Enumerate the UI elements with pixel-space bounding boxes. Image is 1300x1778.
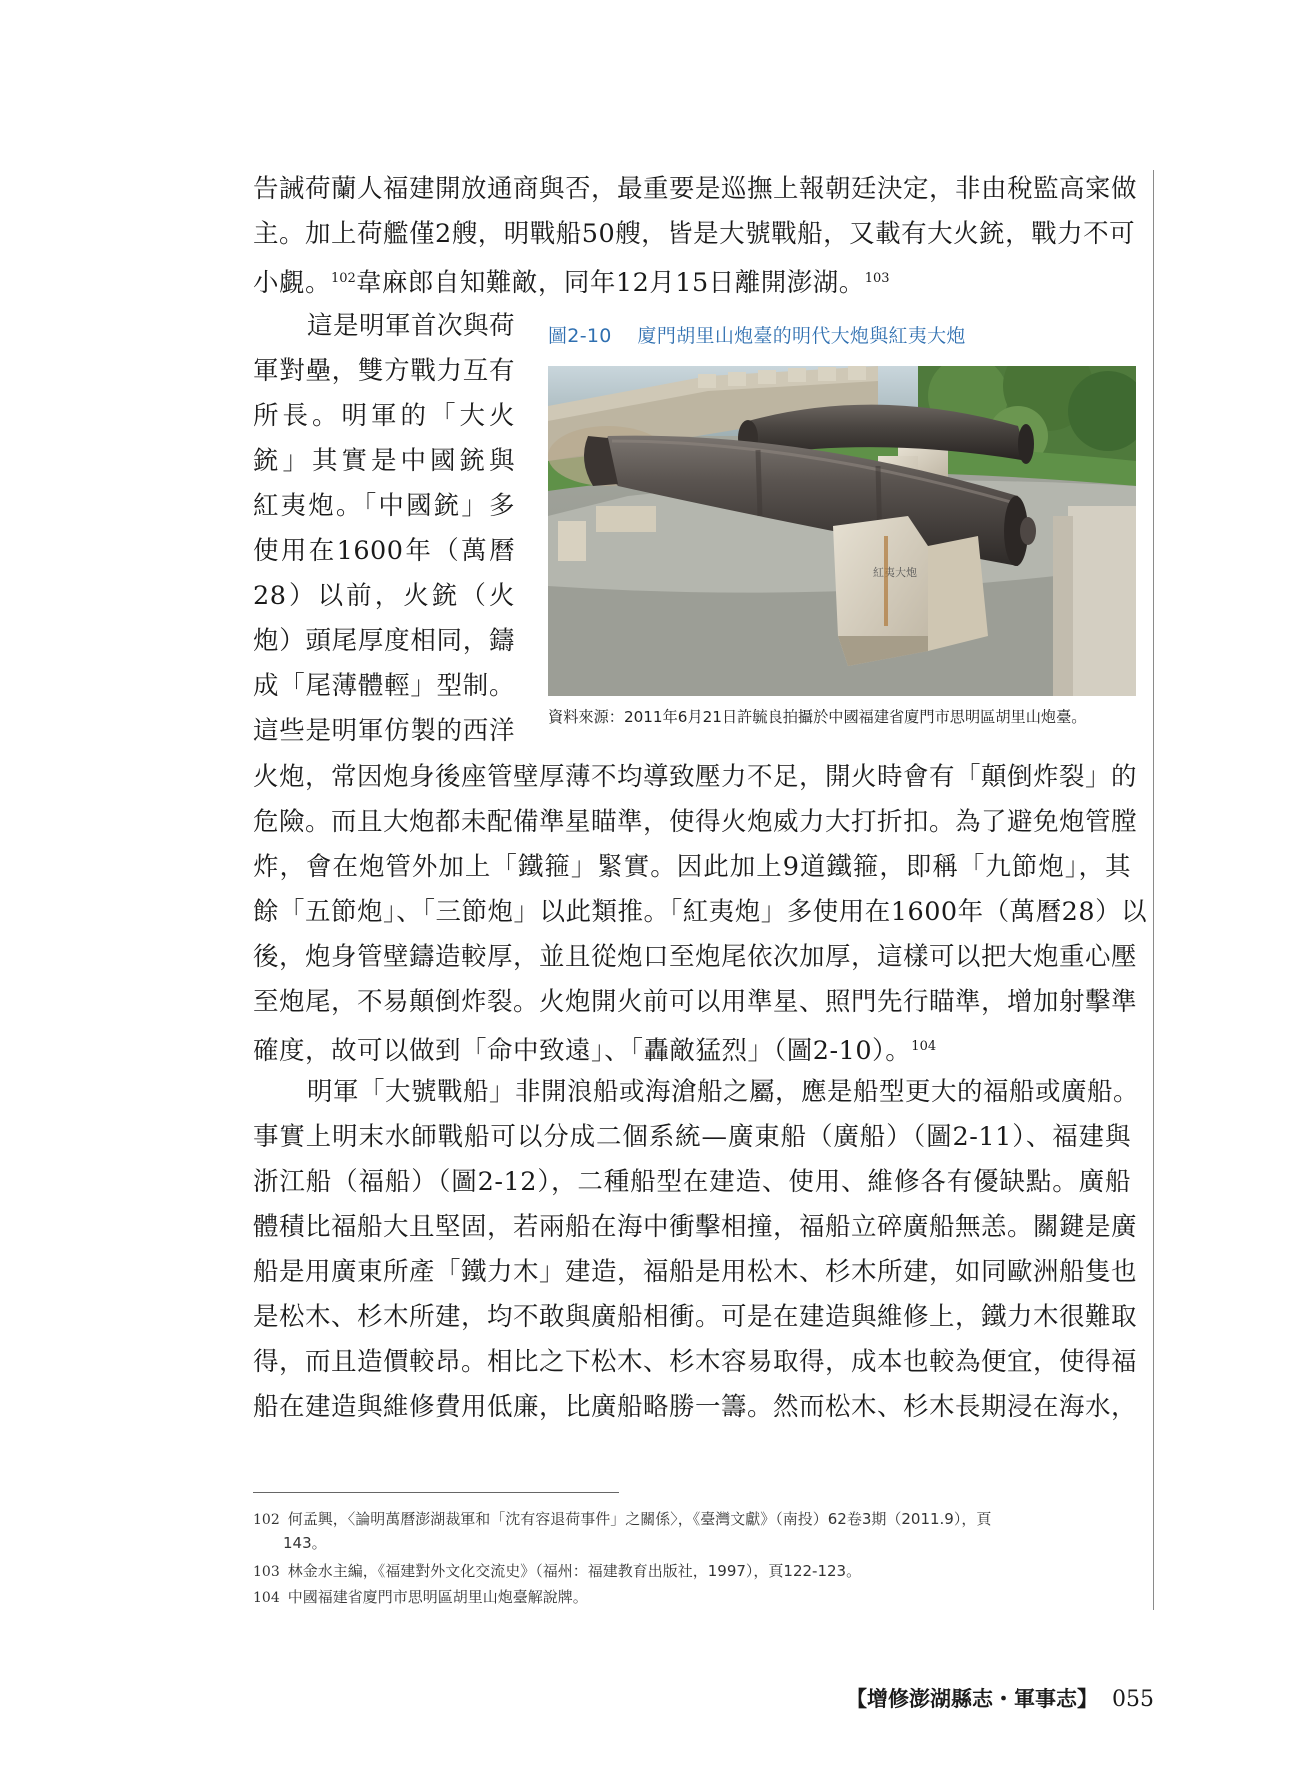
footnote-rule xyxy=(253,1492,619,1493)
body-line: 這是明軍首次與荷 xyxy=(307,311,516,341)
body-line: 使用在1600年（萬曆 xyxy=(253,536,515,566)
figure-title: 廈門胡里山炮臺的明代大炮與紅夷大炮 xyxy=(637,325,966,347)
body-line: 所長。明軍的「大火 xyxy=(253,401,515,431)
footnote: 102 何孟興，〈論明萬曆澎湖裁軍和「沈有容退荷事件」之關係〉，《臺灣文獻》（南投）62卷3期（2011.9），頁 xyxy=(253,1510,992,1528)
book-title: 【增修澎湖縣志・軍事志】 xyxy=(846,1686,1098,1711)
cannon-photo xyxy=(548,366,1136,696)
body-line: 浙江船（福船）（圖2-12），二種船型在建造、使用、維修各有優缺點。廣船 xyxy=(253,1167,1131,1197)
figure-caption xyxy=(548,321,966,348)
footnote-ref: 102 xyxy=(331,271,356,286)
body-line: 銃」其實是中國銃與 xyxy=(253,446,515,476)
body-line: 船在建造與維修費用低廉，比廣船略勝一籌。然而松木、杉木長期浸在海水， xyxy=(253,1392,1138,1422)
photo-source: 資料來源：2011年6月21日許毓良拍攝於中國福建省廈門市思明區胡里山炮臺。 xyxy=(548,708,1087,726)
body-line: 火炮，常因炮身後座管壁厚薄不均導致壓力不足，開火時會有「顛倒炸裂」的 xyxy=(253,762,1138,792)
body-line: 28）以前，火銃（火 xyxy=(253,581,515,611)
footnote-continuation: 143。 xyxy=(283,1534,327,1552)
body-line: 主。加上荷艦僅2艘，明戰船50艘，皆是大號戰船，又載有大火銃，戰力不可 xyxy=(253,219,1136,249)
body-line: 船是用廣東所產「鐵力木」建造，福船是用松木、杉木所建，如同歐洲船隻也 xyxy=(253,1257,1138,1287)
footnote-ref: 103 xyxy=(864,271,890,286)
body-line: 至炮尾，不易顛倒炸裂。火炮開火前可以用準星、照門先行瞄準，增加射擊準 xyxy=(253,987,1138,1017)
body-line: 確度，故可以做到「命中致遠」、「轟敵猛烈」（圖2-10）。$^{104}$ xyxy=(253,1036,937,1066)
footnote-ref: 104 xyxy=(911,1039,937,1054)
page-footer xyxy=(846,1683,1154,1713)
figure-number: 圖2-10 xyxy=(548,325,612,347)
body-line: 告誡荷蘭人福建開放通商與否，最重要是巡撫上報朝廷決定，非由稅監高寀做 xyxy=(253,174,1138,204)
body-line: 餘「五節炮」、「三節炮」以此類推。「紅夷炮」多使用在1600年（萬曆28）以 xyxy=(253,897,1148,927)
body-line: 這些是明軍仿製的西洋 xyxy=(253,716,515,746)
page-number: 055 xyxy=(1112,1687,1154,1712)
body-line: 得，而且造價較昂。相比之下松木、杉木容易取得，成本也較為便宜，使得福 xyxy=(253,1347,1138,1377)
body-line: 後，炮身管壁鑄造較厚，並且從炮口至炮尾依次加厚，這樣可以把大炮重心壓 xyxy=(253,942,1138,972)
body-line: 危險。而且大炮都未配備準星瞄準，使得火炮威力大打折扣。為了避免炮管膛 xyxy=(253,807,1138,837)
footnote: 104 中國福建省廈門市思明區胡里山炮臺解說牌。 xyxy=(253,1588,588,1606)
body-line: 明軍「大號戰船」非開浪船或海滄船之屬，應是船型更大的福船或廣船。 xyxy=(307,1077,1140,1107)
margin-rule xyxy=(1153,170,1154,1610)
body-line: 紅夷炮。「中國銃」多 xyxy=(253,491,515,521)
body-line: 炮）頭尾厚度相同，鑄 xyxy=(253,626,515,656)
footnote: 103 林金水主編，《福建對外文化交流史》（福州：福建教育出版社，1997），頁122-123。 xyxy=(253,1562,862,1580)
body-line: 是松木、杉木所建，均不敢與廣船相衝。可是在建造與維修上，鐵力木很難取 xyxy=(253,1302,1138,1332)
stone-inscription: 紅夷大炮 xyxy=(873,566,917,579)
body-line: 小覷。$^{102}$韋麻郎自知難敵，同年12月15日離開澎湖。$^{103}$ xyxy=(253,268,890,298)
body-line: 成「尾薄體輕」型制。 xyxy=(253,671,515,701)
body-line: 體積比福船大且堅固，若兩船在海中衝擊相撞，福船立碎廣船無恙。關鍵是廣 xyxy=(253,1212,1138,1242)
body-line: 炸，會在炮管外加上「鐵箍」緊實。因此加上9道鐵箍，即稱「九節炮」，其 xyxy=(253,852,1131,882)
body-line: 軍對壘，雙方戰力互有 xyxy=(253,356,515,386)
body-line: 事實上明末水師戰船可以分成二個系統—廣東船（廣船）（圖2-11）、福建與 xyxy=(253,1122,1131,1152)
